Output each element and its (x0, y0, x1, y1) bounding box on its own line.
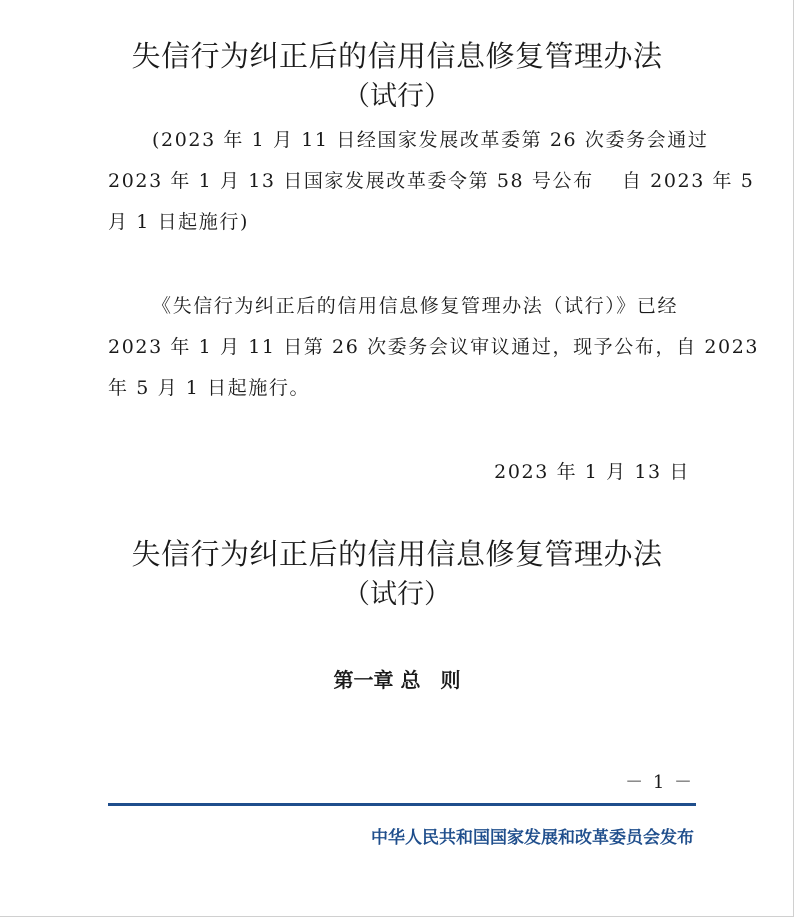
publisher-footer: 中华人民共和国国家发展和改革委员会发布 (371, 828, 694, 848)
note-line-2: 2023 年 1 月 13 日国家发展改革委令第 58 号公布 自 2023 年 5 (108, 170, 755, 192)
document-subtitle: （试行） (343, 81, 451, 112)
footer-divider (108, 803, 696, 806)
body-title: 失信行为纠正后的信用信息修复管理办法 (131, 537, 663, 571)
intro-line-1: 《失信行为纠正后的信用信息修复管理办法（试行）》已经 (152, 295, 679, 317)
intro-line-3: 年 5 月 1 日起施行。 (108, 377, 311, 399)
sign-date: 2023 年 1 月 13 日 (494, 461, 690, 483)
chapter-heading: 第一章 总 则 (333, 668, 461, 692)
page-number: － 1 － (625, 772, 694, 793)
note-line-1: (2023 年 1 月 11 日经国家发展改革委第 26 次委务会通过 (152, 129, 709, 151)
note-line-3: 月 1 日起施行) (108, 211, 249, 233)
document-title: 失信行为纠正后的信用信息修复管理办法 (131, 39, 663, 73)
intro-line-2: 2023 年 1 月 11 日第 26 次委务会议审议通过，现予公布，自 2023 (108, 336, 760, 358)
body-subtitle: （试行） (343, 579, 451, 610)
